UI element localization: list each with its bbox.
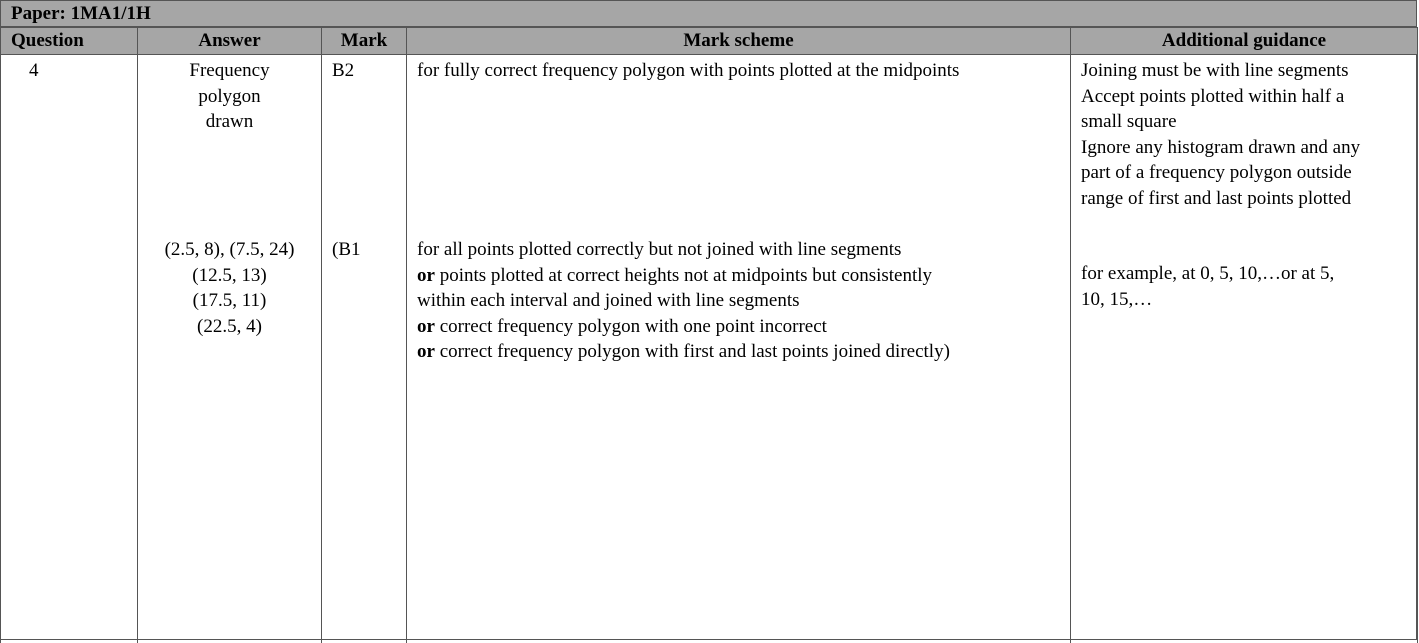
scheme-text: points plotted at correct heights not at midpoints but consistently — [434, 264, 933, 286]
question-number: 4 — [29, 60, 39, 81]
header-answer: Answer — [138, 28, 322, 55]
header-mark: Mark — [322, 28, 407, 55]
scheme-text: correct frequency polygon with first and last points joined directly) — [434, 341, 950, 362]
answer-line: drawn — [205, 111, 254, 132]
guidance-line: Accept points plotted within half a — [1081, 85, 1345, 107]
answer-line: (17.5, 11) — [192, 290, 267, 311]
scheme-text: correct frequency polygon with one point incorrect — [434, 315, 827, 337]
answer-line: Frequency — [189, 60, 270, 81]
table-row — [1, 233, 1418, 643]
guidance-line: 10, 15,… — [1081, 288, 1153, 310]
mark-cell — [322, 233, 407, 643]
header-mark-scheme: Mark scheme — [407, 28, 1071, 55]
guidance-cell — [1071, 55, 1418, 234]
guidance-line: range of first and last points plotted — [1081, 187, 1352, 209]
guidance-line: Joining must be with line segments — [1081, 60, 1349, 81]
answer-line: (2.5, 8), (7.5, 24) — [164, 239, 295, 260]
scheme-cell — [407, 233, 1071, 643]
or-keyword: or — [417, 264, 435, 286]
scheme-line: for all points plotted correctly but not joined with line segments — [417, 239, 902, 260]
scheme-line — [417, 263, 1070, 289]
header-row — [1, 28, 1418, 55]
scheme-line — [417, 339, 1070, 365]
mark-cell — [322, 55, 407, 234]
answer-cell — [138, 233, 322, 643]
table-row — [1, 55, 1418, 234]
answer-line: (22.5, 4) — [197, 315, 262, 337]
guidance-line: part of a frequency polygon outside — [1081, 162, 1352, 183]
question-cell — [1, 233, 138, 643]
mark-scheme-table — [0, 27, 1418, 643]
question-cell — [1, 55, 138, 234]
or-keyword: or — [417, 315, 435, 337]
guidance-cell — [1071, 233, 1418, 643]
or-keyword: or — [417, 341, 435, 362]
scheme-line: within each interval and joined with line segments — [417, 290, 800, 311]
paper-label: Paper: 1MA1/1H — [1, 1, 1416, 27]
scheme-line: for fully correct frequency polygon with points plotted at the midpoints — [417, 60, 960, 81]
guidance-line: small square — [1081, 111, 1177, 132]
scheme-cell — [407, 55, 1071, 234]
header-question: Question — [1, 28, 138, 55]
mark-value: (B1 — [332, 239, 361, 260]
guidance-line: for example, at 0, 5, 10,…or at 5, — [1081, 263, 1335, 284]
scheme-line — [417, 314, 1070, 340]
answer-line: polygon — [198, 85, 261, 107]
header-additional-guidance: Additional guidance — [1071, 28, 1418, 55]
answer-line: (12.5, 13) — [192, 264, 267, 286]
answer-cell — [138, 55, 322, 234]
mark-value: B2 — [332, 60, 355, 81]
guidance-line: Ignore any histogram drawn and any — [1081, 136, 1361, 158]
